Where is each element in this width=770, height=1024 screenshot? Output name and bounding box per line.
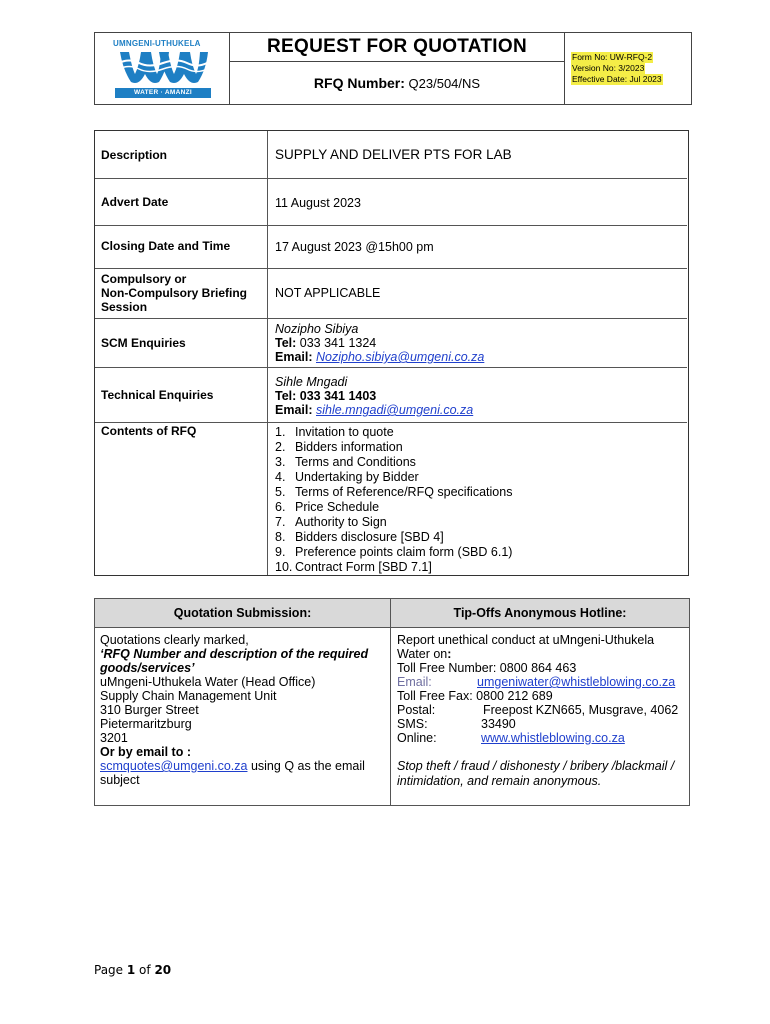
scm-email-link[interactable]: Nozipho.sibiya@umgeni.co.za: [316, 350, 485, 364]
page-number: Page 1 of 20: [94, 963, 172, 977]
rfq-number-value: Q23/504/NS: [408, 76, 481, 91]
submission-line-4: uMngeni-Uthukela Water (Head Office): [100, 675, 316, 689]
column-divider: [390, 599, 391, 805]
technical-enquiries-label: Technical Enquiries: [101, 388, 214, 402]
water-logo-icon: [117, 48, 209, 88]
scm-phone: Tel: 033 341 1324: [275, 336, 377, 350]
tipoffs-fax: Toll Free Fax: 0800 212 689: [397, 689, 553, 703]
contents-list: [275, 425, 512, 575]
tipoffs-postal-label: Postal:: [397, 703, 436, 717]
quotation-submission-heading: Quotation Submission:: [173, 606, 312, 620]
rfq-number-line: [230, 62, 564, 104]
rfq-number-label: RFQ Number:: [313, 75, 405, 91]
tipoffs-sms-label: SMS:: [397, 717, 428, 731]
tipoffs-online-link[interactable]: www.whistleblowing.co.za: [481, 731, 625, 745]
submission-line-2: ‘RFQ Number and description of the required: [100, 647, 369, 661]
submission-line-1: Quotations clearly marked,: [100, 633, 249, 647]
row-description: [95, 131, 687, 179]
form-info-cell: [565, 33, 691, 104]
description-value: SUPPLY AND DELIVER PTS FOR LAB: [275, 147, 512, 162]
contents-list-item: 3. Terms and Conditions: [275, 455, 416, 469]
tipoffs-warning-2: intimidation, and remain anonymous.: [397, 774, 602, 788]
row-advert-date: [95, 179, 687, 226]
briefing-value: NOT APPLICABLE: [275, 286, 381, 300]
contents-list-wrap: [275, 425, 512, 575]
submission-line-11: subject: [100, 773, 140, 787]
contents-list-item: 4. Undertaking by Bidder: [275, 470, 419, 484]
tech-phone: Tel: 033 341 1403: [275, 389, 377, 403]
logo-bottom-text: WATER · AMANZI: [115, 88, 211, 98]
contents-list-item: 2. Bidders information: [275, 440, 403, 454]
tipoffs-line-1: Report unethical conduct at uMngeni-Uthukela: [397, 633, 655, 647]
logo-cell: [95, 33, 230, 104]
contents-label: Contents of RFQ: [101, 424, 197, 438]
submission-table: [94, 598, 690, 806]
title-cell: [230, 33, 565, 104]
contents-list-item: 6. Price Schedule: [275, 500, 380, 514]
tipoffs-warning-1: Stop theft / fraud / dishonesty / bribery /blackmail /: [397, 759, 675, 773]
document-title: REQUEST FOR QUOTATION: [230, 33, 564, 62]
row-contents: [95, 423, 687, 575]
submission-line-8: 3201: [100, 731, 128, 745]
contents-list-item: 9. Preference points claim form (SBD 6.1): [275, 545, 513, 559]
scm-contact-name: Nozipho Sibiya: [275, 322, 359, 336]
tipoffs-online-label: Online:: [397, 731, 437, 745]
advert-date-label: Advert Date: [101, 195, 169, 209]
effective-date: Effective Date: Jul 2023: [572, 74, 662, 84]
scm-enquiries-label: SCM Enquiries: [101, 336, 186, 350]
tipoffs-tollfree: Toll Free Number: 0800 864 463: [397, 661, 577, 675]
submission-line-5: Supply Chain Management Unit: [100, 689, 277, 703]
closing-date-value: 17 August 2023 @15h00 pm: [275, 240, 434, 254]
tipoffs-sms-value: 33490: [481, 717, 516, 731]
tipoffs-email-link[interactable]: umgeniwater@whistleblowing.co.za: [477, 675, 676, 689]
row-briefing-session: [95, 269, 687, 319]
submission-line-9: Or by email to :: [100, 745, 191, 759]
tech-email-link[interactable]: sihle.mngadi@umgeni.co.za: [316, 403, 474, 417]
scm-quotes-email-link[interactable]: scmquotes@umgeni.co.za: [100, 759, 248, 773]
contents-list-item: 8. Bidders disclosure [SBD 4]: [275, 530, 444, 544]
briefing-label-2: Non-Compulsory Briefing: [101, 286, 247, 300]
form-number: Form No: UW-RFQ-2: [572, 52, 653, 62]
tipoffs-email-label: Email:: [397, 675, 432, 689]
contents-list-item: 5. Terms of Reference/RFQ specifications: [275, 485, 513, 499]
tipoffs-heading: Tip-Offs Anonymous Hotline:: [453, 606, 627, 620]
submission-line-7: Pietermaritzburg: [100, 717, 192, 731]
contents-list-item: 7. Authority to Sign: [275, 515, 387, 529]
closing-date-label: Closing Date and Time: [101, 239, 231, 253]
logo-top-text: UMNGENI-UTHUKELA: [113, 39, 201, 48]
contents-list-item: 1. Invitation to quote: [275, 425, 394, 439]
briefing-label-1: Compulsory or: [101, 272, 187, 286]
submission-line-3: goods/services’: [100, 661, 195, 675]
briefing-label-3: Session: [101, 300, 148, 314]
submission-table-header: [95, 599, 689, 628]
contents-list-item: 10. Contract Form [SBD 7.1]: [275, 560, 432, 574]
version-number: Version No: 3/2023: [572, 63, 645, 73]
row-closing-date: [95, 226, 687, 269]
tech-contact-name: Sihle Mngadi: [275, 375, 348, 389]
advert-date-value: 11 August 2023: [275, 196, 361, 210]
row-technical-enquiries: [95, 368, 687, 423]
description-label: Description: [101, 148, 168, 162]
tipoffs-line-2: Water on:: [397, 647, 452, 661]
rfq-details-table: [94, 130, 689, 576]
row-scm-enquiries: [95, 319, 687, 368]
document-header: [94, 32, 692, 105]
tipoffs-postal-value: Freepost KZN665, Musgrave, 4062: [483, 703, 679, 717]
submission-email-line: scmquotes@umgeni.co.za using Q as the email: [100, 759, 365, 773]
scm-email: Email: Nozipho.sibiya@umgeni.co.za: [275, 350, 485, 364]
submission-line-6: 310 Burger Street: [100, 703, 199, 717]
tech-email: Email: sihle.mngadi@umgeni.co.za: [275, 403, 474, 417]
